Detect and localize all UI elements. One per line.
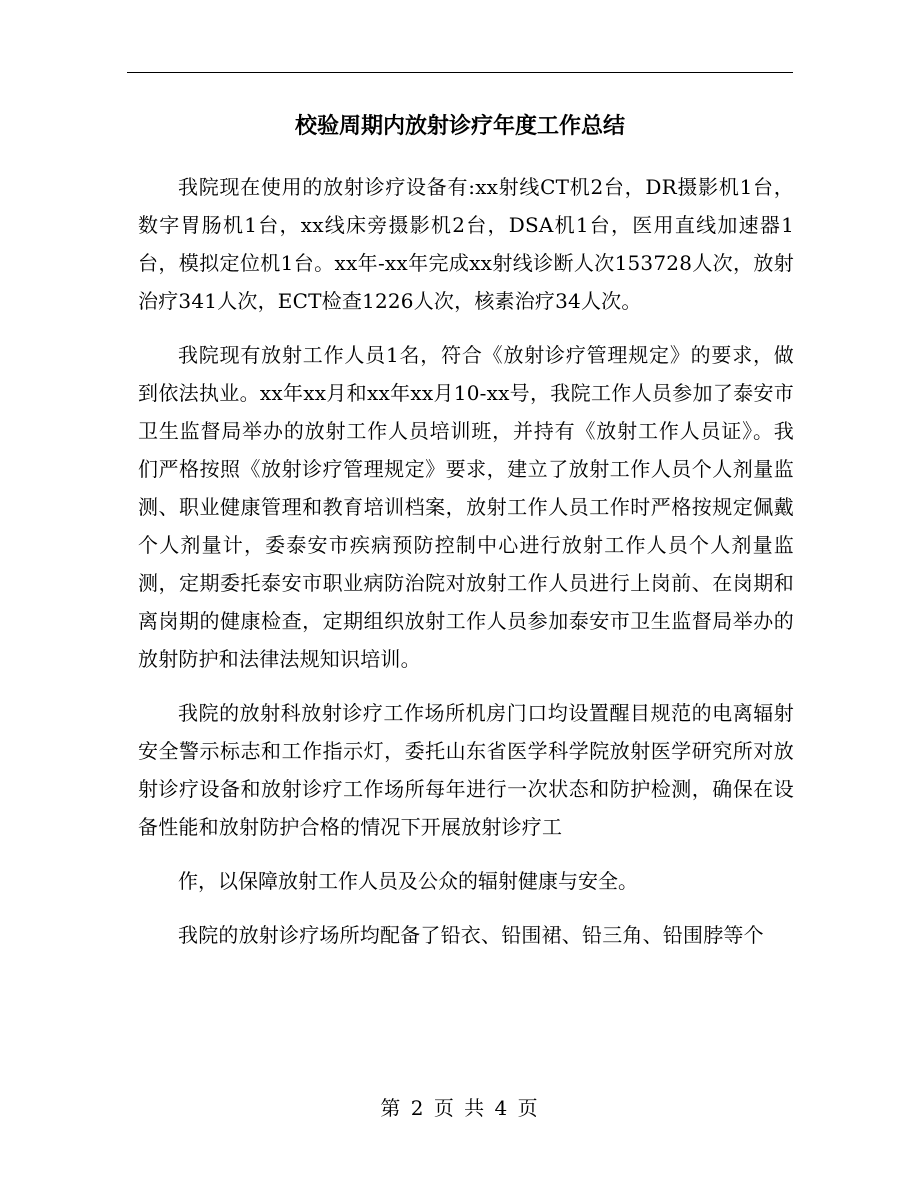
header-rule <box>127 72 793 73</box>
paragraph-protection: 我院的放射诊疗场所均配备了铅衣、铅围裙、铅三角、铅围脖等个 <box>178 923 764 947</box>
paragraph-workplace: 我院的放射科放射诊疗工作场所机房门口均设置醒目规范的电离辐射安全警示标志和工作指示灯，委托山东省医学科学院放射医学研究所对放射诊疗设备和放射诊疗工作场所每年进行一次状态和防护检测，确保在设备性能和放射防护合格的情况下开展放射诊疗工 <box>138 701 794 839</box>
paragraph-workplace-continued: 作，以保障放射工作人员及公众的辐射健康与安全。 <box>178 869 638 893</box>
document-body <box>138 168 794 970</box>
paragraph-equipment: 我院现在使用的放射诊疗设备有:xx射线CT机2台，DR摄影机1台，数字胃肠机1台，xx线床旁摄影机2台，DSA机1台，医用直线加速器1台，模拟定位机1台。xx年-xx年完成xx射线诊断人次153728人次，放射治疗341人次，ECT检查1226人次，核素治疗34人次。 <box>138 175 794 313</box>
paragraph-staff: 我院现有放射工作人员1名，符合《放射诊疗管理规定》的要求，做到依法执业。xx年xx月和xx年xx月10-xx号，我院工作人员参加了泰安市卫生监督局举办的放射工作人员培训班，并持有《放射工作人员证》。我们严格按照《放射诊疗管理规定》要求，建立了放射工作人员个人剂量监测、职业健康管理和教育培训档案，放射工作人员工作时严格按规定佩戴个人剂量计，委泰安市疾病预防控制中心进行放射工作人员个人剂量监测，定期委托泰安市职业病防治院对放射工作人员进行上岗前、在岗期和离岗期的健康检查，定期组织放射工作人员参加泰安市卫生监督局举办的放射防护和法律法规知识培训。 <box>138 343 794 671</box>
document-title: 校验周期内放射诊疗年度工作总结 <box>294 113 625 139</box>
page-number: 第 2 页 共 4 页 <box>380 1096 540 1120</box>
